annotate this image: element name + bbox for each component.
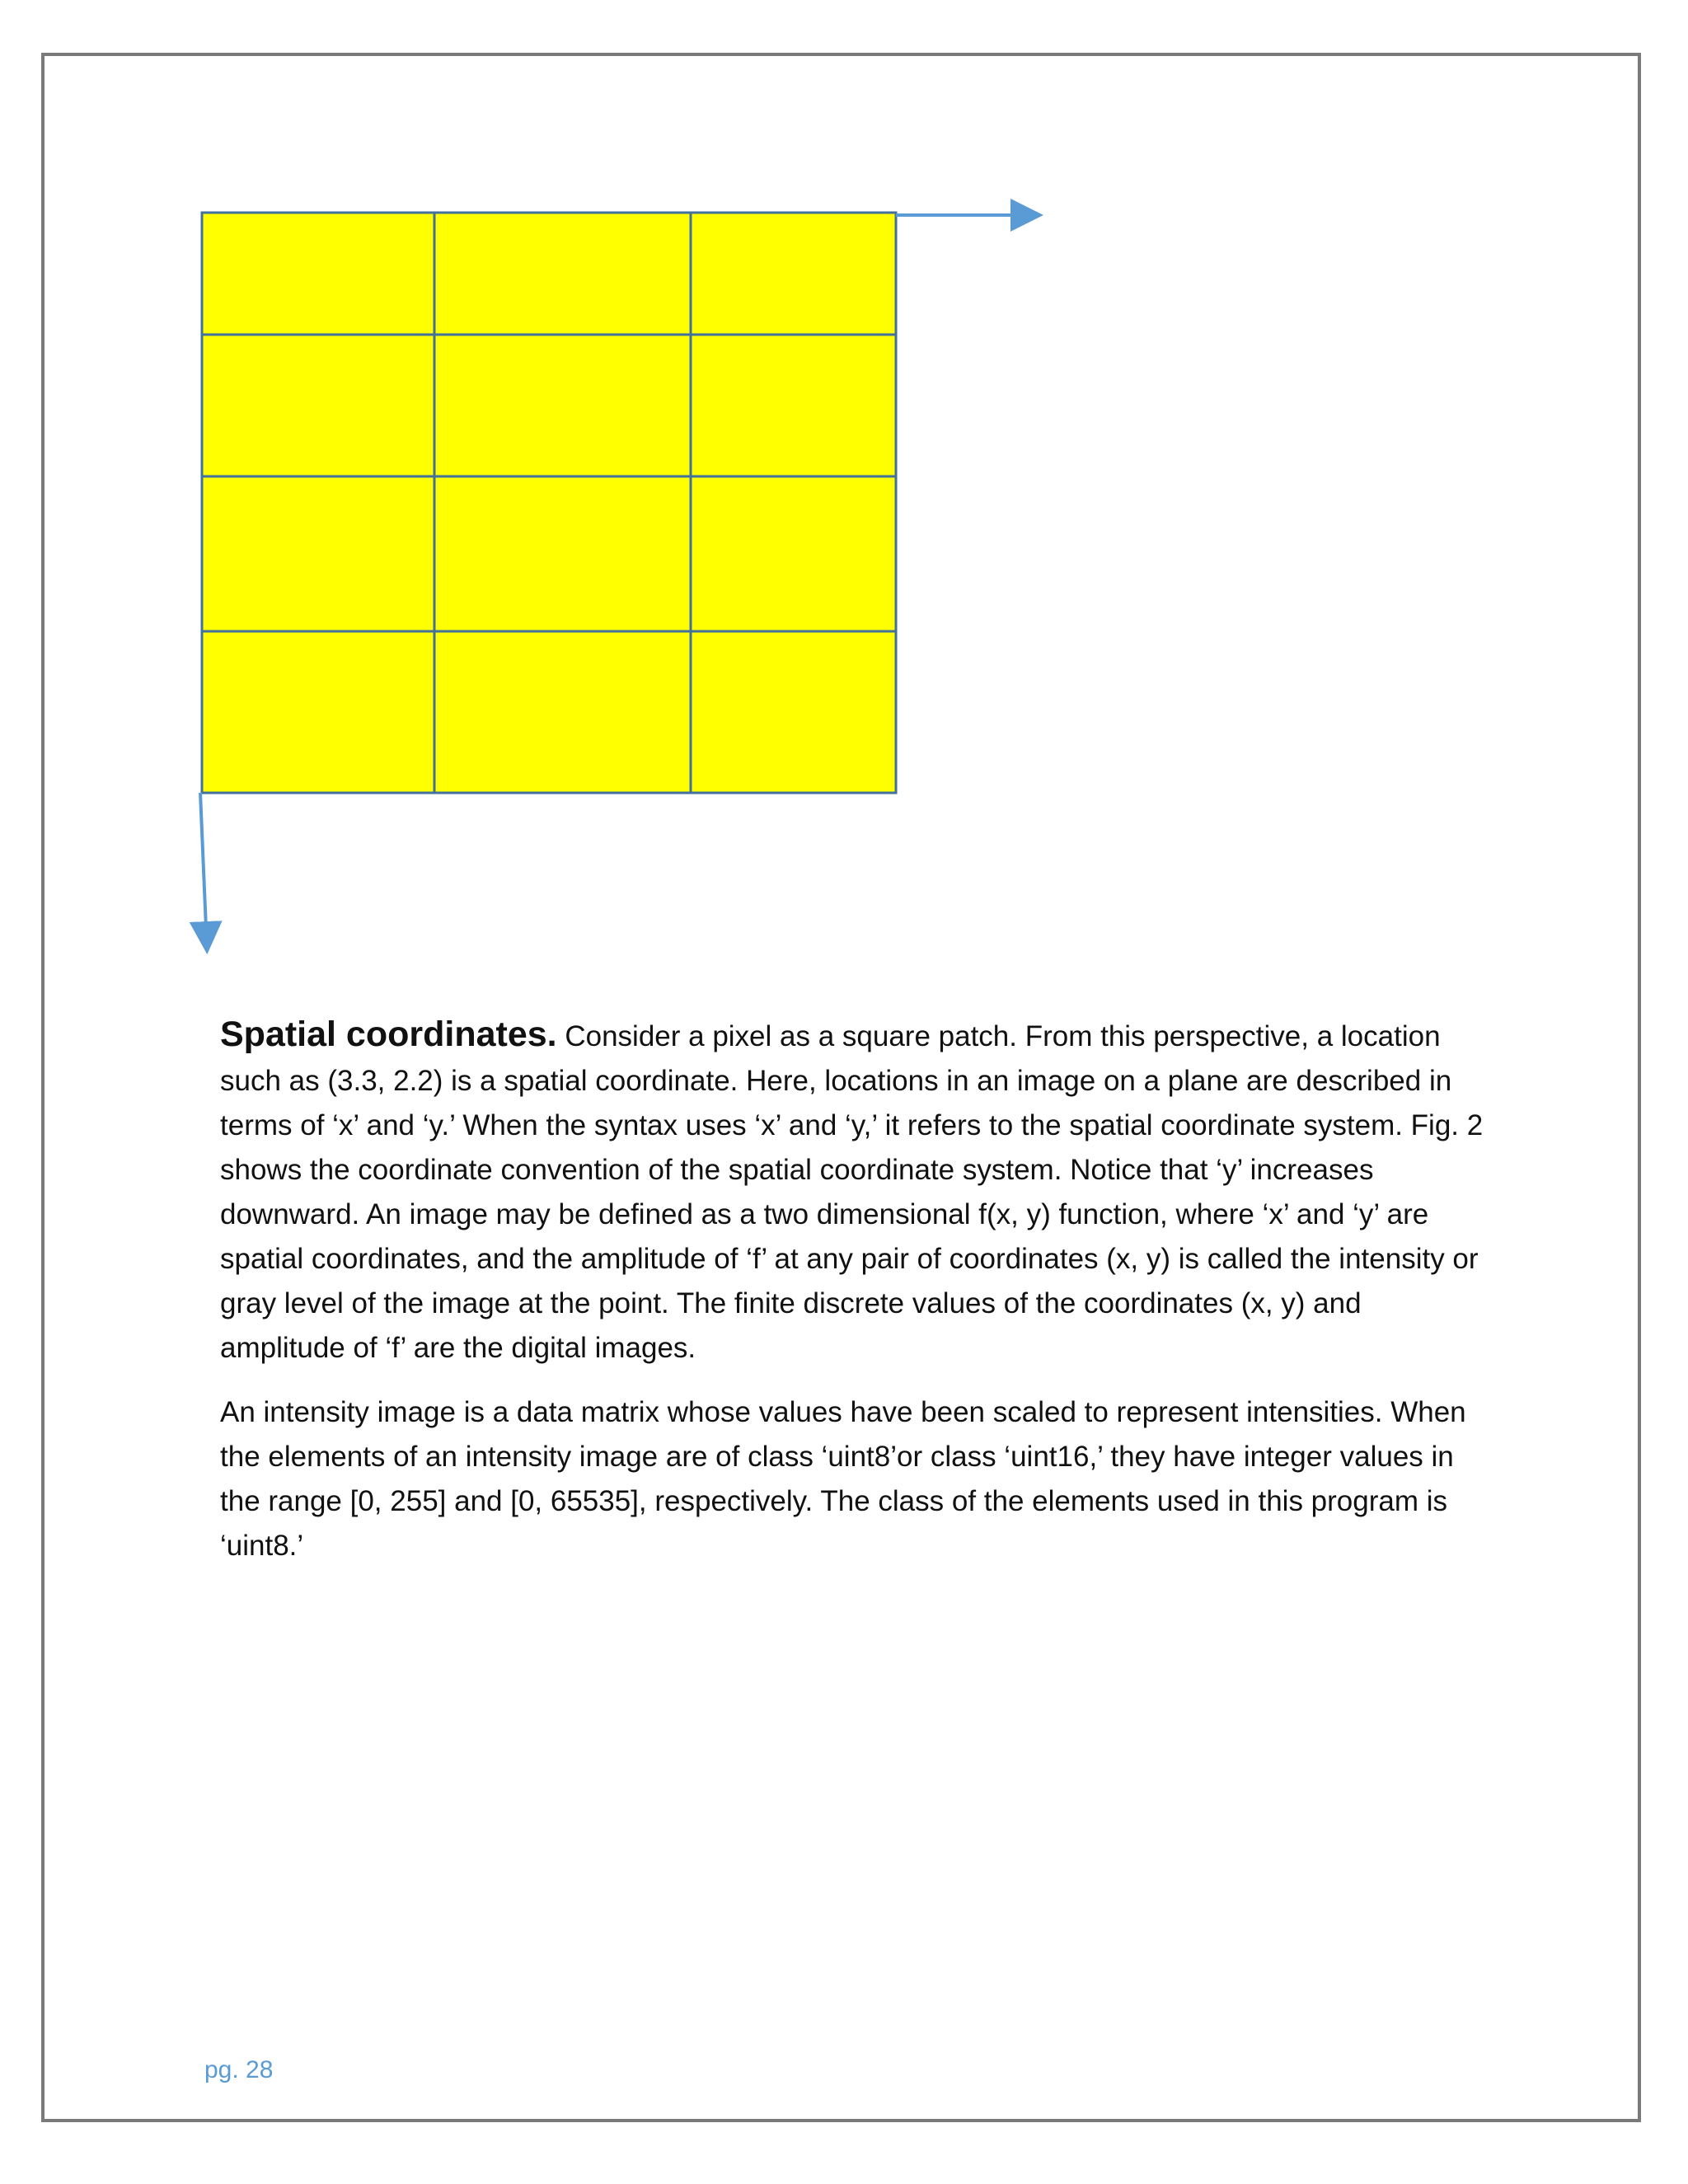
pixel-grid-figure [0,0,1688,1005]
pixel-cell-r4-c2 [434,631,691,793]
pixel-cell-r3-c2 [434,476,691,631]
pixel-cell-r3-c1 [202,476,434,631]
text-block [220,1012,1489,1588]
pixel-cell-r2-c3 [691,335,896,476]
paragraph-intensity-image: An intensity image is a data matrix whose values have been scaled to represent intensities. When the elements of an intensity image are of class ‘uint8’or class ‘uint16,’ they have integer values in the range [0, 255] and [0, 65535], respectively. The class of the elements used in this program is ‘uint8.’ [220,1396,1466,1562]
pixel-cell-r4-c3 [691,631,896,793]
pixel-cell-r1-c2 [434,213,691,335]
paragraph-spatial-coordinates [220,1012,1489,1371]
pixel-cell-r2-c2 [434,335,691,476]
paragraph-1-text: Consider a pixel as a square patch. From this perspective, a location such as (3.3, 2.2) is a spatial coordinate. Here, locations in an image on a plane are described in terms of ‘x’ and ‘y.’ When the syntax uses ‘x’ and ‘y,’ it refers to the spatial coordinate system. Fig. 2 shows the coordinate convention of the spatial coordinate system. Notice that ‘y’ increases downward. An image may be defined as a two dimensional f(x, y) function, where ‘x’ and ‘y’ are spatial coordinates, and the amplitude of ‘f’ at any pair of coordinates (x, y) is called the intensity or gray level of the image at the point. The finite discrete values of the coordinates (x, y) and amplitude of ‘f’ are the digital images. [220,1020,1484,1364]
pixel-cell-r3-c3 [691,476,896,631]
pixel-cell-r1-c1 [202,213,434,335]
y-axis-arrow [200,793,207,948]
pixel-grid [202,213,896,793]
pixel-cell-r4-c1 [202,631,434,793]
page-number: pg. 28 [204,2056,274,2083]
pixel-cell-r1-c3 [691,213,896,335]
pixel-cell-r2-c1 [202,335,434,476]
heading-spatial-coordinates: Spatial coordinates. [220,1015,557,1054]
